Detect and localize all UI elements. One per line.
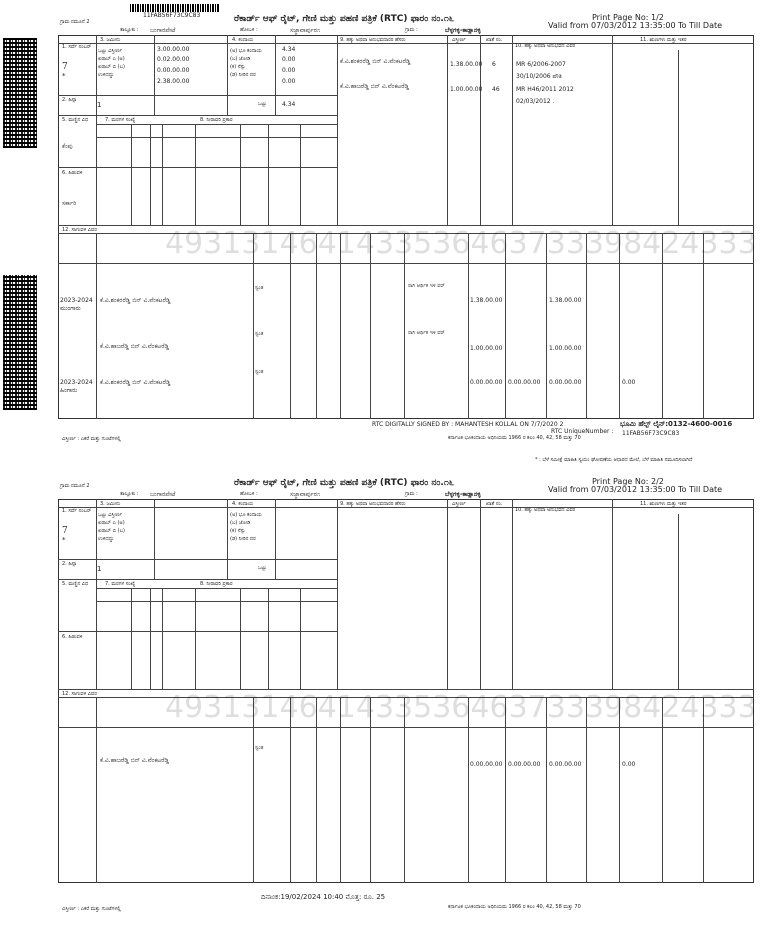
tree-label: 7. ಮರಗಳ ಸಂಖ್ಯೆ bbox=[105, 117, 136, 123]
encumbrance-label-2: 11. ಋಣಗಳು ಮತ್ತು ಇತರ bbox=[640, 501, 687, 507]
crop-1-area: 1.38.00.00 bbox=[470, 297, 503, 304]
mutation-label: 10. ಹಕ್ಕು ಅಥವಾ ಅನುಭವದ ವಿವರ bbox=[515, 43, 576, 49]
crop-3-mid: 0.00.00.00 bbox=[508, 379, 541, 386]
crop-2-crop: ರಾಗಿ ಆರ್ಥಿಕ ಇಳಿ ವರ್ bbox=[408, 330, 445, 336]
owner-2-name: ಕೆ.ವಿ.ಹಾಜರೆಡ್ಡಿ ಬಿನ್ ವಿ.ವೆಂಕಟರೆಡ್ಡಿ bbox=[340, 83, 409, 90]
hissa-number-2: 1 bbox=[97, 565, 102, 573]
hobli-value-2: ಸಜ್ಜಾವಾರ್ಪುರ೧ bbox=[290, 491, 321, 498]
land-val-2: 0.02.00.00 bbox=[157, 56, 190, 63]
unique-number: 11FAB56F73C9C83 bbox=[622, 430, 680, 437]
crop-1-type: ಸ್ವಂತ bbox=[255, 285, 264, 291]
document-title-2: ರೆಕಾರ್ಡ್ ಆಫ್ ರೈಟ್, ಗೇಣಿ ಮತ್ತು ಪಹಣಿ ಪತ್ರಿಕೆ (RTC) ಫಾರಂ ನಂ.೧೬ bbox=[234, 478, 454, 488]
land2-row-4: ಉಳಿದದ್ದು bbox=[98, 536, 114, 542]
survey-label-2: 1. ಸರ್ವೆ ನಂಬರ್ bbox=[62, 508, 92, 514]
land-row-3: ಖರಾಬ್ ಬಿ (ಬ) bbox=[98, 64, 125, 70]
land-row-2: ಖರಾಬ್ ಎ (ಅ) bbox=[98, 56, 125, 62]
barcode-text: 11FAB56F73C9C83 bbox=[143, 12, 201, 19]
survey-number: 7 bbox=[62, 62, 68, 72]
rev-row-1: (ಅ) ಭೂ ಕಂದಾಯ bbox=[230, 48, 262, 54]
taluk-label-2: ತಾಲ್ಲೂಕು : bbox=[120, 491, 139, 497]
rev2-row-2: (ಬ) ಜೋಡಿ bbox=[230, 520, 251, 526]
unique-number-label: RTC UniqueNumber : bbox=[551, 428, 614, 435]
hobli-label-2: ಹೋಬಳಿ : bbox=[240, 491, 258, 497]
hobli-value: ಸಜ್ಜಾವಾರ್ಪುರ೧ bbox=[290, 27, 321, 34]
crop-label: 12. ಸಾಗುವಳಿ ವಿವರ bbox=[62, 227, 97, 233]
watermark-1: 4931314641433536463733398424333 bbox=[165, 226, 757, 261]
crop-1-total: 1.38.00.00 bbox=[549, 297, 582, 304]
signed-label: RTC DIGITALLY SIGNED BY : MAHANTESH KOLLAL ON 7/7/2020 2 bbox=[372, 421, 564, 428]
grama-value-2: ಬೆಳ್ಳಗಳ್ಳಿ-ಕಾಡ್ಲಾನಳ್ಳಿ bbox=[445, 491, 481, 498]
crop-3-type: ಸ್ವಂತ bbox=[255, 369, 264, 375]
rev-val-4: 0.00 bbox=[282, 78, 296, 85]
p2-crop-total: 0.00.00.00 bbox=[549, 761, 582, 768]
tree-label-2: 7. ಮರಗಳ ಸಂಖ್ಯೆ bbox=[105, 581, 136, 587]
footer-law: ಕರ್ನಾಟಕ ಭೂಕಂದಾಯ ಅಧಿನಿಯಮ 1966 ರ ಕಲಂ 40, 42, 58 ಮತ್ತು 70 bbox=[448, 435, 581, 441]
grama-value: ಬೆಳ್ಳಗಳ್ಳಿ-ಕಾಡ್ಲಾನಳ್ಳಿ bbox=[445, 27, 481, 34]
land2-row-2: ಖರಾಬ್ ಎ (ಅ) bbox=[98, 520, 125, 526]
revenue-label: 4. ಕಂದಾಯ bbox=[232, 37, 254, 43]
owner-2-area: 1.00.00.00 bbox=[450, 86, 483, 93]
owner-label-2: 9. ಹಕ್ಕು ಅಥವಾ ಅನುಭವದಾರರ ಹೆಸರು bbox=[340, 501, 406, 507]
village-form-label-2: ಗ್ರಾಮ ನಮೂನೆ 2 bbox=[60, 483, 90, 489]
irrigation-label-2: 8. ನೀರಾವರಿ ಪ್ರಕಾರ bbox=[200, 581, 233, 587]
grama-label-2: ಗ್ರಾಮ : bbox=[405, 491, 418, 497]
hissa-label-2: 2. ಹಿಸ್ಸಾ bbox=[62, 561, 77, 567]
crop-3-total: 0.00.00.00 bbox=[549, 379, 582, 386]
footer-area-note-2: ವಿಸ್ತೀರ್ಣ : ಎಕರೆ ಮತ್ತು ಗುಂಟೆಗಳಲ್ಲಿ bbox=[62, 906, 121, 912]
khata-col-label: ಖಾತೆ ನಂ. bbox=[486, 37, 503, 43]
soil-label: 5. ಮಣ್ಣಿನ ವಿಧ bbox=[62, 117, 89, 123]
p2-crop-area: 0.00.00.00 bbox=[470, 761, 503, 768]
crop-2-type: ಸ್ವಂತ bbox=[255, 331, 264, 337]
tenure-value: ಸರ್ಕಾರಿ bbox=[62, 200, 77, 207]
crop-label-2: 12. ಸಾಗುವಳಿ ವಿವರ bbox=[62, 691, 97, 697]
mutation-label-2: 10. ಹಕ್ಕು ಅಥವಾ ಅನುಭವದ ವಿವರ bbox=[515, 507, 576, 513]
qr-code-top bbox=[3, 38, 37, 148]
owner-1-name: ಕೆ.ವಿ.ಶಂಕರರೆಡ್ಡಿ ಬಿನ್ ವಿ.ವೆಂಕಟರೆಡ್ಡಿ bbox=[340, 58, 411, 65]
crop-1-name: ಕೆ.ವಿ.ಶಂಕರರೆಡ್ಡಿ ಬಿನ್ ವಿ.ವೆಂಕಟರೆಡ್ಡಿ bbox=[100, 297, 171, 304]
barcode bbox=[130, 4, 220, 12]
owner-1-area: 1.38.00.00 bbox=[450, 61, 483, 68]
land-val-4: 2.38.00.00 bbox=[157, 78, 190, 85]
survey-number-2: 7 bbox=[62, 526, 68, 536]
grama-label: ಗ್ರಾಮ : bbox=[405, 27, 418, 33]
revenue-label-2: 4. ಕಂದಾಯ bbox=[232, 501, 254, 507]
rev-val-3: 0.00 bbox=[282, 67, 296, 74]
survey-label: 1. ಸರ್ವೆ ನಂಬರ್ bbox=[62, 44, 92, 50]
p2-crop-mid: 0.00.00.00 bbox=[508, 761, 541, 768]
land-row-1: ಒಟ್ಟು ವಿಸ್ತೀರ್ಣ bbox=[98, 48, 123, 54]
footer-area-note: ವಿಸ್ತೀರ್ಣ : ಎಕರೆ ಮತ್ತು ಗುಂಟೆಗಳಲ್ಲಿ bbox=[62, 436, 121, 442]
soil-value: ಕೆಂಪು bbox=[62, 143, 73, 150]
footer-law-2: ಕರ್ನಾಟಕ ಭೂಕಂದಾಯ ಅಧಿನಿಯಮ 1966 ರ ಕಲಂ 40, 42, 58 ಮತ್ತು 70 bbox=[448, 904, 581, 910]
crop-3-area: 0.00.00.00 bbox=[470, 379, 503, 386]
taluk-label: ತಾಲ್ಲೂಕು : bbox=[120, 27, 139, 33]
qr-code-bottom bbox=[3, 275, 37, 410]
mutation-2: 30/10/2006 ಪೌತಿ bbox=[516, 73, 562, 80]
tenure-label: 6. ಹಿಡುವಳಿ bbox=[62, 170, 83, 176]
rev-row-3: (ಕ) ಸೆಸ್ಸು bbox=[230, 64, 246, 70]
encumbrance-label: 11. ಋಣಗಳು ಮತ್ತು ಇತರ bbox=[640, 37, 687, 43]
area-col-label-2: ವಿಸ್ತೀರ್ಣ bbox=[452, 501, 466, 507]
crop-1-season: ಮುಂಗಾರು bbox=[60, 305, 81, 312]
hissa-number: 1 bbox=[97, 101, 102, 109]
taluk-value: ಬಂಗಾರಪೇಟೆ bbox=[150, 27, 176, 34]
watermark-2: 4931314641433536463733398424333 bbox=[165, 690, 757, 725]
rev-row-2: (ಬ) ಜೋಡಿ bbox=[230, 56, 251, 62]
land-val-3: 0.00.00.00 bbox=[157, 67, 190, 74]
valid-from-label-2: Valid from 07/03/2012 13:35:00 To Till Date bbox=[548, 485, 723, 494]
crop-3-season: ಹಿಂಗಾರು bbox=[60, 387, 78, 394]
owner-2-khata: 46 bbox=[492, 86, 500, 93]
document-title: ರೆಕಾರ್ಡ್ ಆಫ್ ರೈಟ್, ಗೇಣಿ ಮತ್ತು ಪಹಣಿ ಪತ್ರಿಕೆ (RTC) ಫಾರಂ ನಂ.೧೬ bbox=[234, 14, 454, 24]
crop-3-year: 2023-2024 bbox=[60, 379, 93, 386]
khata-col-label-2: ಖಾತೆ ನಂ. bbox=[486, 501, 503, 507]
village-form-label: ಗ್ರಾಮ ನಮೂನೆ 2 bbox=[60, 19, 90, 25]
irrigation-label: 8. ನೀರಾವರಿ ಪ್ರಕಾರ bbox=[200, 117, 233, 123]
hissa-label: 2. ಹಿಸ್ಸಾ bbox=[62, 97, 77, 103]
mutation-3: MR H46/2011 2012 bbox=[516, 86, 574, 93]
rev-val-2: 0.00 bbox=[282, 56, 296, 63]
soil-label-2: 5. ಮಣ್ಣಿನ ವಿಧ bbox=[62, 581, 89, 587]
survey-sub: * bbox=[62, 72, 66, 80]
land-val-1: 3.00.00.00 bbox=[157, 46, 190, 53]
p2-crop-z: 0.00 bbox=[622, 761, 636, 768]
bhoomi-helpline: ಭೂಮಿ ಹೆಲ್ಪ್ ಲೈನ್:0132-4600-0016 bbox=[620, 420, 733, 428]
valid-from-label: Valid from 07/03/2012 13:35:00 To Till Date bbox=[548, 21, 723, 30]
crop-3-z: 0.00 bbox=[622, 379, 636, 386]
rev-val-1: 4.34 bbox=[282, 46, 296, 53]
land-label-2: 3. ಜಮೀನು bbox=[100, 501, 121, 507]
crop-2-area: 1.00.00.00 bbox=[470, 345, 503, 352]
p2-crop-type: ಸ್ವಂತ bbox=[255, 745, 264, 751]
area-col-label: ವಿಸ್ತೀರ್ಣ bbox=[452, 37, 466, 43]
hobli-label: ಹೋಬಳಿ : bbox=[240, 27, 258, 33]
taluk-value-2: ಬಂಗಾರಪೇಟೆ bbox=[150, 491, 176, 498]
land-row-4: ಉಳಿದದ್ದು bbox=[98, 72, 114, 78]
land-label: 3. ಜಮೀನು bbox=[100, 37, 121, 43]
tenure-label-2: 6. ಹಿಡುವಳಿ bbox=[62, 634, 83, 640]
owner-label: 9. ಹಕ್ಕು ಅಥವಾ ಅನುಭವದಾರರ ಹೆಸರು bbox=[340, 37, 406, 43]
rev-total-label: ಒಟ್ಟು bbox=[258, 101, 267, 107]
crop-2-name: ಕೆ.ವಿ.ಹಾಜರೆಡ್ಡಿ ಬಿನ್ ವಿ.ವೆಂಕಟರೆಡ್ಡಿ bbox=[100, 343, 169, 350]
crop-1-crop: ರಾಗಿ ಆರ್ಥಿಕ ಇಳಿ ವರ್ bbox=[408, 283, 445, 289]
mutation-1: MR 6/2006-2007 bbox=[516, 61, 566, 68]
mutation-4: 02/03/2012 . bbox=[516, 98, 555, 105]
print-page-label: Print Page No: 1/2 bbox=[592, 13, 664, 22]
rev-total-label-2: ಒಟ್ಟು bbox=[258, 565, 267, 571]
owner-1-khata: 6 bbox=[492, 61, 496, 68]
crop-survey-note: * : ಬೆಳೆ ಸಮೀಕ್ಷೆ ಮಾಹಿತಿ ಸ್ವಯಂ ಘೋಷಣೆಯ ಆಧಾರದ ಮೇಲೆ, ಬೆಳೆ ಮಾಹಿತಿ ನಮೂದಿಸಲಾಗಿದೆ bbox=[535, 457, 693, 463]
rev-row-4: (ಡ) ನೀರಿನ ದರ bbox=[230, 72, 256, 78]
crop-3-name: ಕೆ.ವಿ.ಶಂಕರರೆಡ್ಡಿ ಬಿನ್ ವಿ.ವೆಂಕಟರೆಡ್ಡಿ bbox=[100, 379, 171, 386]
rev-total: 4.34 bbox=[282, 101, 296, 108]
p2-crop-name: ಕೆ.ವಿ.ಹಾಜರೆಡ್ಡಿ ಬಿನ್ ವಿ.ವೆಂಕಟರೆಡ್ಡಿ bbox=[100, 757, 169, 764]
date-amount-line: ದಿನಾಂಕ:19/02/2024 10:40 ಮೊತ್ತ: ರೂ. 25 bbox=[261, 893, 386, 901]
crop-1-year: 2023-2024 bbox=[60, 297, 93, 304]
print-page-label-2: Print Page No: 2/2 bbox=[592, 477, 664, 486]
land2-row-1: ಒಟ್ಟು ವಿಸ್ತೀರ್ಣ bbox=[98, 512, 123, 518]
rev2-row-1: (ಅ) ಭೂ ಕಂದಾಯ bbox=[230, 512, 262, 518]
land2-row-3: ಖರಾಬ್ ಬಿ (ಬ) bbox=[98, 528, 125, 534]
rev2-row-3: (ಕ) ಸೆಸ್ಸು bbox=[230, 528, 246, 534]
rev2-row-4: (ಡ) ನೀರಿನ ದರ bbox=[230, 536, 256, 542]
crop-2-total: 1.00.00.00 bbox=[549, 345, 582, 352]
survey-sub-2: * bbox=[62, 536, 66, 544]
